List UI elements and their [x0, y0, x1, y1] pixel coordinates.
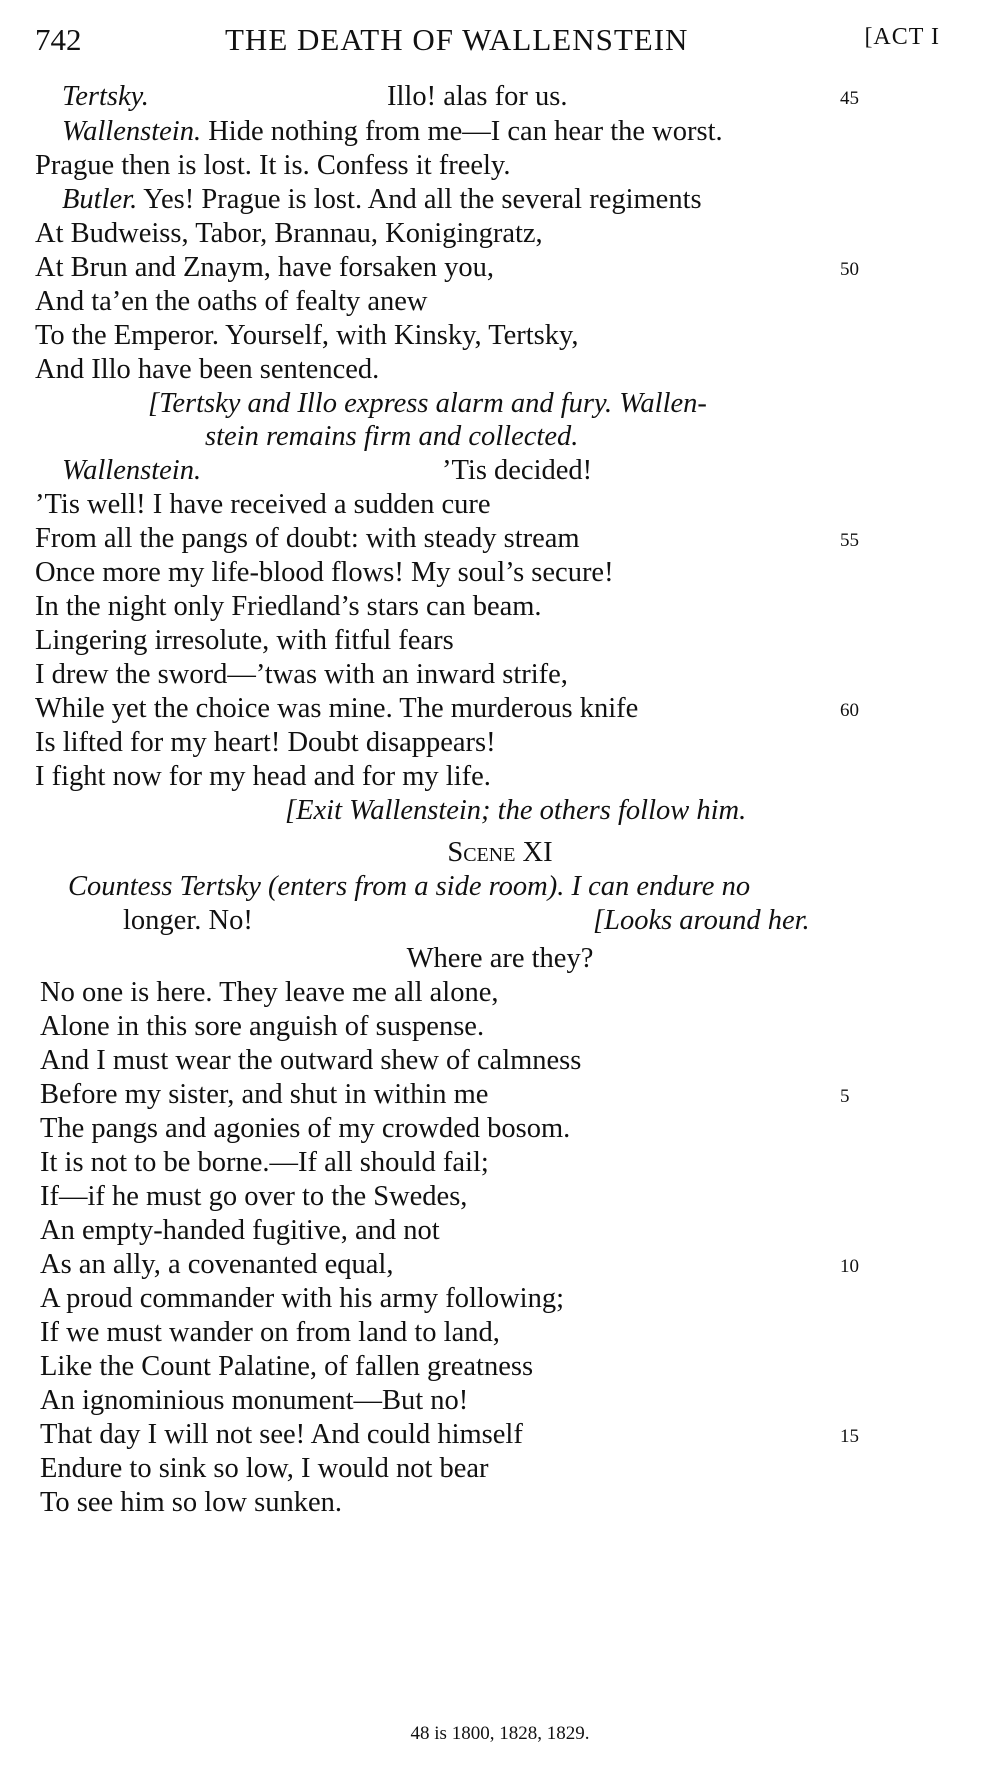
line-text: The pangs and agonies of my crowded bosom.	[40, 1113, 571, 1144]
line-number: 50	[840, 259, 859, 280]
speaker-name: Butler.	[62, 184, 138, 215]
line-text: Before my sister, and shut in within me	[40, 1079, 489, 1110]
line-text: And ta’en the oaths of fealty anew	[35, 286, 428, 317]
verse-line	[40, 1008, 940, 1046]
line-text: An empty-handed fugitive, and not	[40, 1215, 440, 1246]
line-number: 45	[840, 88, 859, 109]
verse-line	[40, 1416, 940, 1454]
verse-line	[35, 554, 935, 592]
verse-line	[0, 834, 1000, 872]
line-number: 60	[840, 700, 859, 721]
line-text: longer. No!	[123, 905, 253, 936]
line-text: Prague then is lost. It is. Confess it freely.	[35, 150, 511, 181]
verse-line	[68, 868, 968, 906]
running-header	[35, 22, 940, 62]
footnote: 48 is 1800, 1828, 1829.	[410, 1723, 590, 1744]
verse-line	[40, 1076, 940, 1114]
speaker-name: Tertsky.	[62, 81, 149, 112]
line-text: I fight now for my head and for my life.	[35, 761, 491, 792]
line-text: Where are they?	[406, 943, 594, 974]
verse-line	[35, 249, 935, 287]
line-text: ’Tis decided!	[442, 455, 593, 486]
stage-direction: [Exit Wallenstein; the others follow him.	[285, 795, 747, 826]
line-text: At Budweiss, Tabor, Brannau, Konigingratz,	[35, 218, 543, 249]
stage-direction: stein remains firm and collected.	[205, 421, 579, 452]
line-text: Yes! Prague is lost. And all the several regiments	[143, 184, 702, 215]
line-text: In the night only Friedland’s stars can beam.	[35, 591, 542, 622]
verse-line	[40, 1178, 940, 1216]
line-text: Lingering irresolute, with fitful fears	[35, 625, 454, 656]
verse-line	[40, 1280, 940, 1318]
verse-line	[35, 588, 935, 626]
verse-line	[35, 317, 935, 355]
verse-line	[35, 147, 935, 185]
verse-line	[35, 351, 935, 389]
line-text: To see him so low sunken.	[40, 1487, 342, 1518]
verse-line	[40, 1484, 940, 1522]
line-text: It is not to be borne.—If all should fail;	[40, 1147, 489, 1178]
line-text: Once more my life-blood flows! My soul’s secure!	[35, 557, 614, 588]
line-text: And I must wear the outward shew of calmness	[40, 1045, 582, 1076]
line-text: No one is here. They leave me all alone,	[40, 977, 499, 1008]
line-text: Alone in this sore anguish of suspense.	[40, 1011, 485, 1042]
verse-line	[40, 1314, 940, 1352]
verse-line	[62, 452, 962, 490]
verse-line	[40, 1042, 940, 1080]
running-title: THE DEATH OF WALLENSTEIN	[225, 22, 689, 57]
verse-line	[35, 758, 935, 796]
verse-line	[62, 78, 962, 116]
line-text: If we must wander on from land to land,	[40, 1317, 500, 1348]
line-text: That day I will not see! And could himself	[40, 1419, 523, 1450]
speaker-name: Wallenstein.	[62, 455, 202, 486]
verse-line	[205, 418, 1000, 456]
line-text: An ignominious monument—But no!	[40, 1385, 469, 1416]
verse-line	[35, 486, 935, 524]
verse-line	[40, 1382, 940, 1420]
verse-line	[40, 1246, 940, 1284]
verse-line	[285, 792, 1000, 830]
line-text: ’Tis well! I have received a sudden cure	[35, 489, 491, 520]
line-text: I drew the sword—’twas with an inward strife,	[35, 659, 568, 690]
line-number: 10	[840, 1256, 859, 1277]
stage-direction: [Tertsky and Illo express alarm and fury. Wallen-	[148, 388, 707, 419]
verse-line	[123, 902, 1000, 940]
line-text: As an ally, a covenanted equal,	[40, 1249, 394, 1280]
scene-heading: Scene XI	[447, 837, 553, 868]
act-marker: [ACT I	[864, 24, 940, 50]
speaker-name: Countess Tertsky (enters from a side room). I can endure no	[68, 871, 751, 902]
verse-line	[35, 520, 935, 558]
page-number: 742	[35, 22, 82, 57]
line-number: 15	[840, 1426, 859, 1447]
line-text: A proud commander with his army following;	[40, 1283, 565, 1314]
verse-line	[35, 690, 935, 728]
verse-line	[40, 974, 940, 1012]
verse-line	[40, 1144, 940, 1182]
verse-line	[35, 622, 935, 660]
line-text: From all the pangs of doubt: with steady stream	[35, 523, 580, 554]
verse-line	[0, 940, 1000, 978]
verse-line	[35, 656, 935, 694]
verse-line	[40, 1348, 940, 1386]
line-text: To the Emperor. Yourself, with Kinsky, Tertsky,	[35, 320, 579, 351]
line-text: Endure to sink so low, I would not bear	[40, 1453, 489, 1484]
verse-line	[40, 1110, 940, 1148]
verse-line	[35, 283, 935, 321]
verse-line	[40, 1450, 940, 1488]
line-text: Hide nothing from me—I can hear the worst.	[208, 116, 723, 147]
line-number: 5	[840, 1086, 850, 1107]
line-text: While yet the choice was mine. The murderous knife	[35, 693, 639, 724]
stage-direction: [Looks around her.	[593, 905, 810, 936]
line-text: At Brun and Znaym, have forsaken you,	[35, 252, 495, 283]
line-text: And Illo have been sentenced.	[35, 354, 380, 385]
verse-line	[40, 1212, 940, 1250]
speaker-name: Wallenstein.	[62, 116, 202, 147]
line-text: Is lifted for my heart! Doubt disappears!	[35, 727, 496, 758]
verse-line	[62, 113, 962, 151]
line-text: Like the Count Palatine, of fallen greatness	[40, 1351, 534, 1382]
line-text: Illo! alas for us.	[387, 81, 568, 112]
line-number: 55	[840, 530, 859, 551]
verse-line	[62, 181, 962, 219]
verse-line	[35, 724, 935, 762]
verse-line	[35, 215, 935, 253]
line-text: If—if he must go over to the Swedes,	[40, 1181, 468, 1212]
